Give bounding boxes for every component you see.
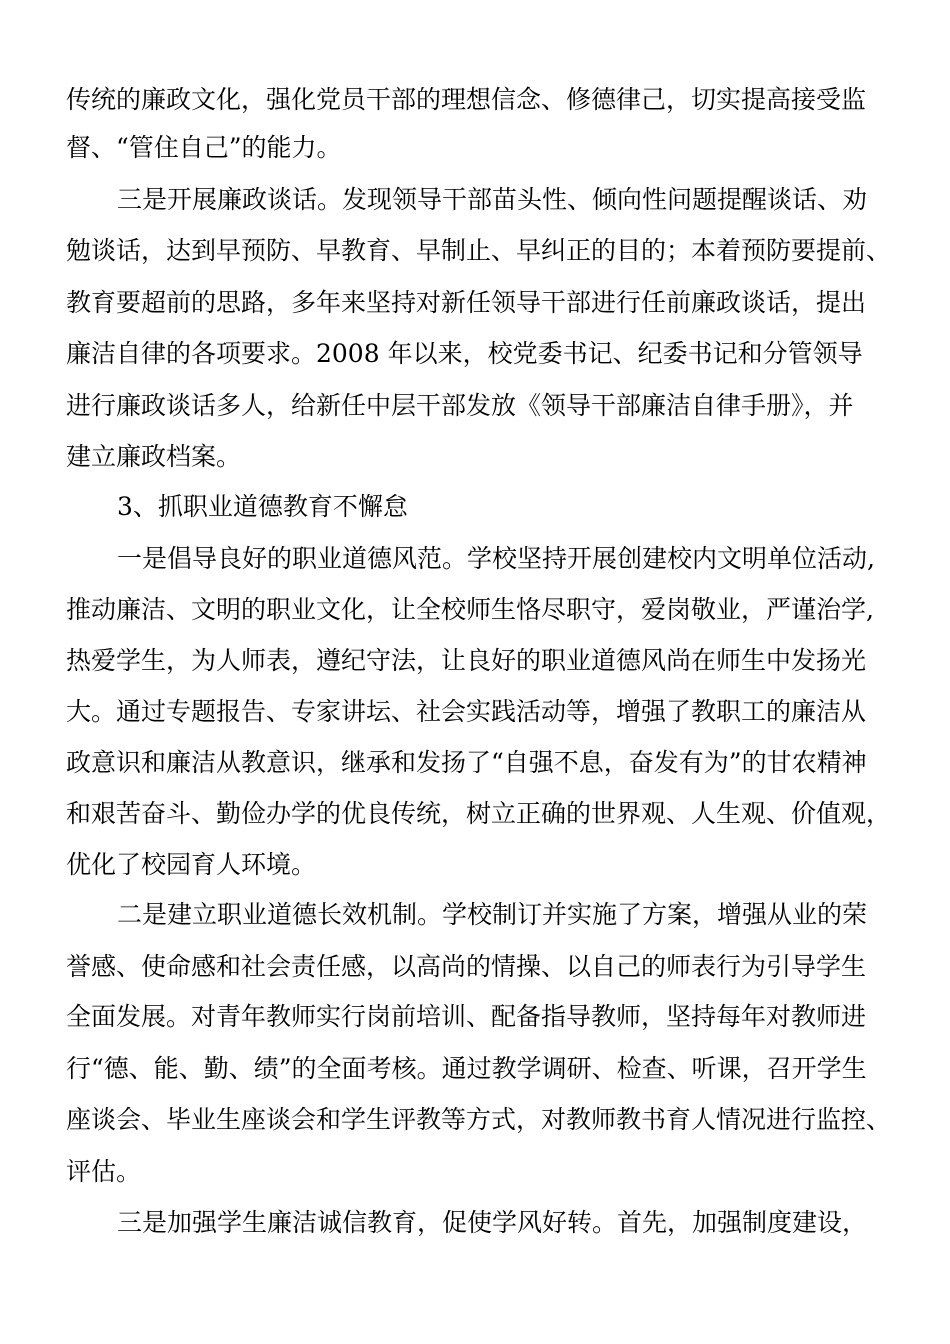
text-line: 优化了校园育人环境。 [66, 850, 317, 879]
text-line: 一是倡导良好的职业道德风范。学校坚持开展创建校内文明单位活动, [117, 544, 875, 573]
text-line: 传统的廉政文化，强化党员干部的理想信念、修德律己，切实提高接受监 [66, 85, 867, 114]
text-line: 三是加强学生廉洁诚信教育，促使学风好转。首先，加强制度建设， [117, 1208, 868, 1237]
text-line: 进行廉政谈话多人，给新任中层干部发放《领导干部廉洁自律手册》，并 [66, 391, 854, 420]
text-line: 热爱学生，为人师表，遵纪守法，让良好的职业道德风尚在师生中发扬光 [66, 646, 867, 675]
text-line: 推动廉洁、文明的职业文化，让全校师生恪尽职守，爱岗敬业，严谨治学, [66, 595, 874, 624]
text-line: 座谈会、毕业生座谈会和学生评教等方式，对教师教书育人情况进行监控、 [66, 1105, 892, 1134]
section-heading: 3、抓职业道德教育不懈怠 [117, 492, 408, 521]
text-line: 督、“管住自己”的能力。 [66, 133, 342, 162]
text-line: 建立廉政档案。 [66, 442, 242, 471]
text-line: 全面发展。对青年教师实行岗前培训、配备指导教师，坚持每年对教师进 [66, 1002, 867, 1031]
text-line: 行“德、能、勤、绩”的全面考核。通过教学调研、检查、听课，召开学生 [66, 1054, 867, 1083]
text-line: 评估。 [66, 1157, 142, 1186]
text-line: 大。通过专题报告、专家讲坛、社会实践活动等，增强了教职工的廉洁从 [66, 697, 867, 726]
text-line: 和艰苦奋斗、勤俭办学的优良传统，树立正确的世界观、人生观、价值观， [66, 799, 892, 828]
text-line: 教育要超前的思路，多年来坚持对新任领导干部进行任前廉政谈话，提出 [66, 288, 867, 317]
text-line: 二是建立职业道德长效机制。学校制订并实施了方案，增强从业的荣 [117, 900, 868, 929]
text-line: 三是开展廉政谈话。发现领导干部苗头性、倾向性问题提醒谈话、劝 [117, 185, 868, 214]
text-line: 誉感、使命感和社会责任感，以高尚的情操、以自己的师表行为引导学生 [66, 952, 867, 981]
text-line: 廉洁自律的各项要求。2008 年以来，校党委书记、纪委书记和分管领导 [66, 339, 863, 368]
text-line: 政意识和廉洁从教意识，继承和发扬了“自强不息，奋发有为”的甘农精神 [66, 748, 867, 777]
text-line: 勉谈话，达到早预防、早教育、早制止、早纠正的目的；本着预防要提前、 [66, 236, 892, 265]
